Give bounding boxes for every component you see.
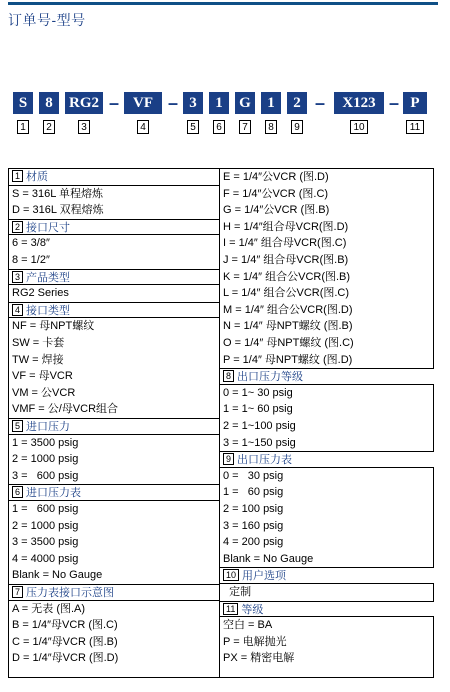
code-part-11: P (403, 92, 427, 114)
position-number-6: 6 (213, 120, 225, 134)
section-title: 压力表接口示意图 (26, 587, 115, 599)
option-row: B = 1/4″母VCR (图.C) (12, 619, 118, 632)
option-row: NF = 母NPT螺纹 (12, 320, 95, 333)
section-header (9, 169, 219, 186)
option-row: 3 = 600 psig (12, 469, 79, 482)
code-dash: – (167, 92, 178, 113)
option-row: SW = 卡套 (12, 337, 65, 349)
position-number-1: 1 (17, 120, 29, 134)
position-number-4: 4 (137, 120, 149, 134)
section-title: 接口类型 (26, 304, 71, 317)
option-row: TW = 焊接 (12, 353, 64, 366)
section-title: 进口压力表 (26, 487, 82, 500)
position-number-7: 7 (239, 120, 251, 134)
option-row: Blank = No Gauge (223, 552, 314, 565)
code-part-10: X123 (334, 92, 384, 114)
code-dash: – (108, 92, 119, 113)
code-part-8: 1 (261, 92, 281, 114)
option-row: O = 1/4″ 母NPT螺纹 (图.C) (223, 337, 354, 349)
section-title: 用户选项 (242, 570, 287, 583)
code-part-4: VF (124, 92, 162, 114)
option-row: D = 316L 双程熔炼 (12, 204, 104, 217)
section-number-badge: 10 (223, 569, 239, 581)
position-number-8: 8 (265, 120, 277, 134)
code-part-3: RG2 (65, 92, 103, 114)
section-number-badge: 1 (12, 170, 23, 182)
section-number-badge: 11 (223, 603, 238, 615)
section-title: 接口尺寸 (26, 221, 71, 234)
option-row: 0 = 1~ 30 psig (223, 386, 293, 399)
position-number-5: 5 (187, 120, 199, 134)
option-row: 4 = 4000 psig (12, 552, 79, 565)
position-number-row (8, 120, 448, 138)
option-row: P = 电解抛光 (223, 635, 287, 648)
section-title: 产品类型 (26, 271, 71, 284)
option-row: 2 = 1~100 psig (223, 420, 296, 432)
option-row: H = 1/4″组合母VCR(图.D) (223, 220, 349, 233)
section-header (220, 567, 434, 584)
section-title: 材质 (26, 171, 49, 183)
code-part-1: S (13, 92, 33, 114)
option-row: I = 1/4″ 组合母VCR(图.C) (223, 237, 347, 250)
option-row: 2 = 100 psig (223, 503, 284, 515)
section-number-badge: 6 (12, 486, 23, 498)
option-row: VM = 公VCR (12, 386, 76, 399)
options-table (8, 168, 434, 678)
position-number-2: 2 (43, 120, 55, 134)
option-row: A = 无表 (图.A) (12, 602, 86, 615)
option-row: 1 = 3500 psig (12, 436, 79, 449)
option-row: 定制 (223, 586, 252, 598)
code-dash: – (314, 92, 325, 113)
code-dash: – (388, 92, 399, 113)
option-row: 6 = 3/8″ (12, 237, 50, 250)
code-part-9: 2 (287, 92, 307, 114)
section-title: 出口压力等级 (237, 371, 304, 384)
section-number-badge: 3 (12, 271, 23, 283)
option-row: S = 316L 单程熔炼 (12, 187, 103, 200)
position-number-10: 10 (350, 120, 368, 134)
code-part-6: 1 (209, 92, 229, 114)
option-row: G = 1/4″公VCR (图.B) (223, 204, 330, 217)
section-number-badge: 8 (223, 370, 234, 382)
option-row: 0 = 30 psig (223, 469, 284, 482)
section-header (9, 269, 219, 286)
code-part-5: 3 (183, 92, 203, 114)
option-row: PX = 精密电解 (223, 652, 295, 665)
option-row: 8 = 1/2″ (12, 254, 50, 266)
option-row: L = 1/4″ 组合公VCR(图.C) (223, 287, 350, 300)
option-row: P = 1/4″ 母NPT螺纹 (图.D) (223, 353, 353, 366)
section-header (220, 451, 434, 468)
section-number-badge: 7 (12, 586, 23, 598)
section-header (9, 584, 219, 601)
option-row: 空白 = BA (223, 619, 273, 632)
option-row: 3 = 3500 psig (12, 536, 79, 549)
option-row: 3 = 160 psig (223, 519, 284, 532)
option-row: K = 1/4″ 组合公VCR(图.B) (223, 270, 351, 283)
page-title: 订单号-型号 (8, 12, 86, 28)
section-number-badge: 2 (12, 221, 23, 233)
option-row: C = 1/4″母VCR (图.B) (12, 635, 118, 648)
section-header (220, 601, 434, 618)
section-number-badge: 5 (12, 420, 23, 432)
position-number-3: 3 (78, 120, 90, 134)
section-header (9, 484, 219, 501)
option-row: 1 = 60 psig (223, 486, 284, 499)
position-number-11: 11 (406, 120, 424, 134)
section-header (9, 219, 219, 236)
code-part-7: G (235, 92, 255, 114)
option-row: M = 1/4″ 组合公VCR(图.D) (223, 303, 353, 316)
option-row: 4 = 200 psig (223, 536, 284, 549)
code-part-2: 8 (39, 92, 59, 114)
option-row: 1 = 1~ 60 psig (223, 403, 293, 416)
top-rule (8, 2, 438, 5)
option-row: D = 1/4″母VCR (图.D) (12, 652, 119, 665)
option-row: J = 1/4″ 组合母VCR(图.B) (223, 254, 349, 266)
option-row: N = 1/4″ 母NPT螺纹 (图.B) (223, 320, 353, 333)
section-header (9, 302, 219, 319)
section-header (220, 368, 434, 385)
option-row: F = 1/4″公VCR (图.C) (223, 187, 329, 200)
section-title: 进口压力 (26, 421, 71, 433)
section-number-badge: 9 (223, 453, 234, 465)
option-row: 1 = 600 psig (12, 503, 79, 515)
model-code-row (8, 92, 448, 116)
option-row: RG2 Series (12, 287, 69, 300)
section-header (9, 418, 219, 435)
section-number-badge: 4 (12, 304, 23, 316)
option-row: VMF = 公/母VCR组合 (12, 403, 119, 416)
position-number-9: 9 (291, 120, 303, 134)
option-row: 2 = 1000 psig (12, 453, 79, 466)
section-title: 出口压力表 (237, 454, 293, 467)
option-row: 3 = 1~150 psig (223, 436, 296, 449)
section-title: 等级 (241, 603, 264, 616)
option-row: 2 = 1000 psig (12, 519, 79, 532)
option-row: E = 1/4″公VCR (图.D) (223, 171, 329, 183)
option-row: VF = 母VCR (12, 370, 73, 383)
option-row: Blank = No Gauge (12, 569, 103, 582)
